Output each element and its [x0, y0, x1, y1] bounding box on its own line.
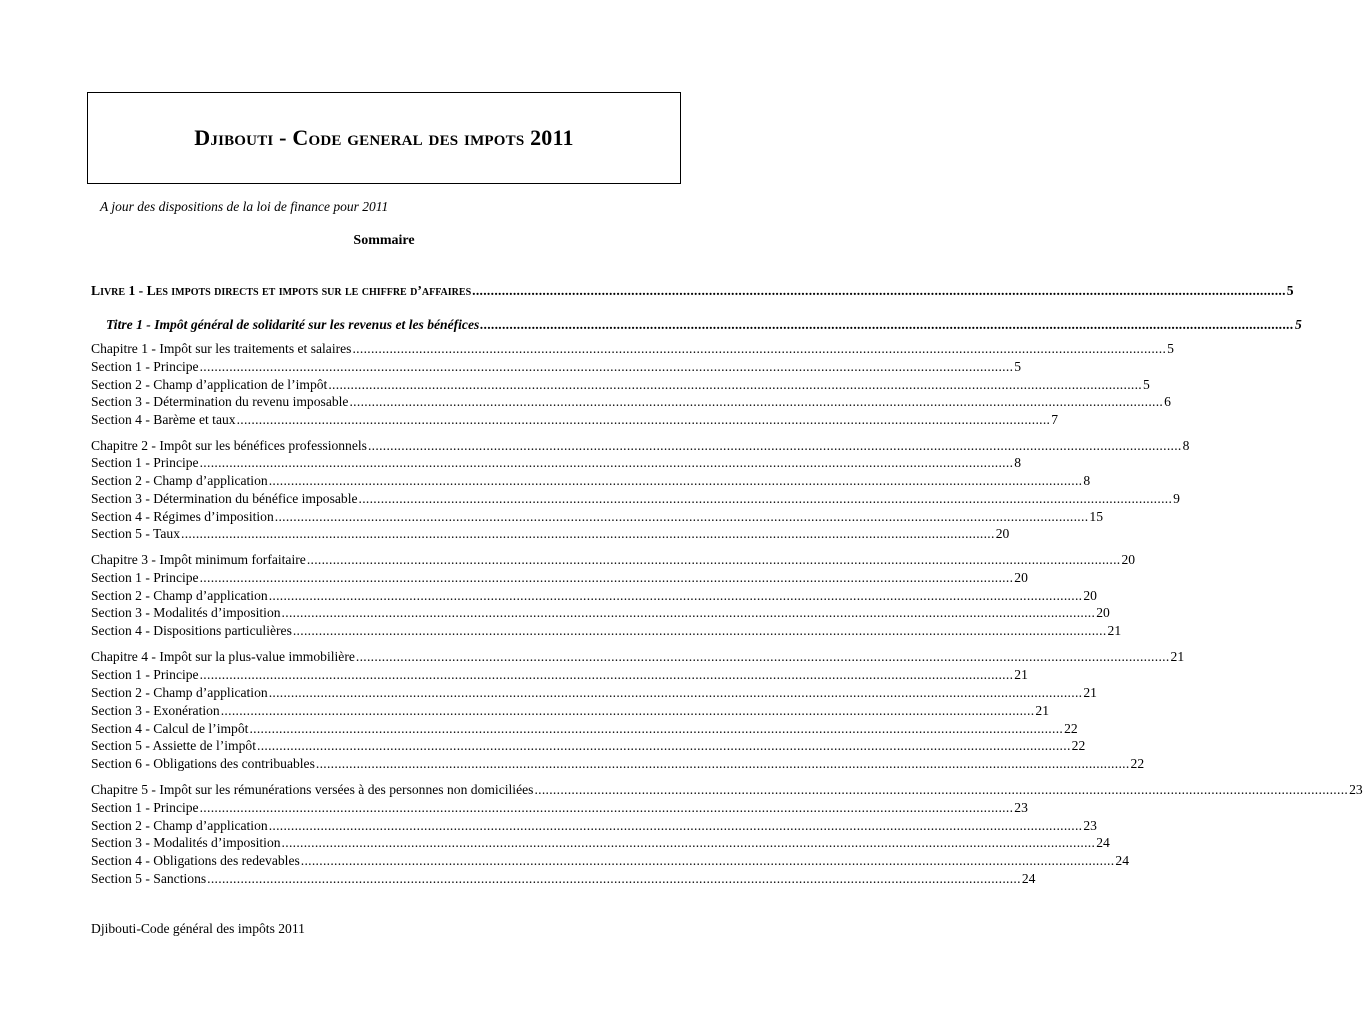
- toc-entry: [91, 684, 1097, 702]
- toc-entry: [91, 781, 1363, 799]
- title-box: [87, 92, 681, 184]
- toc-entry: [91, 393, 1171, 411]
- toc-entry-label: Section 4 - Obligations des redevables: [91, 853, 300, 868]
- toc-entry-page: 5: [1014, 359, 1022, 374]
- toc-leader-dots: ............................................................................................................................................................................................................................: [367, 438, 1182, 453]
- toc-entry-label: Section 2 - Champ d’application: [91, 685, 268, 700]
- toc-entry: [91, 340, 1174, 358]
- toc-leader-dots: ............................................................................................................................................................................................................................: [480, 317, 1294, 332]
- toc-entry-page: 8: [1083, 473, 1091, 488]
- toc-entry: [91, 376, 1150, 394]
- toc-entry-page: 21: [1014, 667, 1028, 682]
- document-subtitle: A jour des dispositions de la loi de finance pour 2011: [100, 199, 389, 214]
- toc-titre: [106, 316, 1302, 334]
- toc-entry-page: 23: [1349, 782, 1363, 797]
- toc-entry-label: Chapitre 5 - Impôt sur les rémunérations versées à des personnes non domiciliées: [91, 782, 534, 797]
- toc-leader-dots: ............................................................................................................................................................................................................................: [199, 800, 1014, 815]
- toc-entry-page: 21: [1035, 703, 1049, 718]
- toc-leader-dots: ............................................................................................................................................................................................................................: [199, 570, 1014, 585]
- toc-entry-page: 22: [1064, 721, 1078, 736]
- toc-leader-dots: ............................................................................................................................................................................................................................: [207, 871, 1021, 886]
- toc-leader-dots: ............................................................................................................................................................................................................................: [292, 623, 1107, 638]
- toc-entry-label: Section 3 - Détermination du bénéfice imposable: [91, 491, 358, 506]
- toc-entry-page: 9: [1173, 491, 1180, 506]
- toc-leader-dots: ............................................................................................................................................................................................................................: [199, 455, 1014, 470]
- toc-entry-label: Chapitre 1 - Impôt sur les traitements et salaires: [91, 341, 352, 356]
- toc-leader-dots: ............................................................................................................................................................................................................................: [274, 509, 1089, 524]
- toc-entry-label: Section 3 - Modalités d’imposition: [91, 835, 281, 850]
- toc-entry: [91, 622, 1122, 640]
- toc-entry-page: 6: [1164, 394, 1171, 409]
- toc-entry: [91, 870, 1036, 888]
- toc-entry-page: 7: [1051, 412, 1059, 427]
- toc-entry-page: 20: [1083, 588, 1097, 603]
- toc-entry: [91, 490, 1180, 508]
- toc-leader-dots: ............................................................................................................................................................................................................................: [355, 649, 1170, 664]
- toc-entry-label: Chapitre 4 - Impôt sur la plus-value immobilière: [91, 649, 355, 664]
- toc-entry-page: 21: [1170, 649, 1185, 664]
- toc-entry-label: Section 5 - Taux: [91, 526, 181, 541]
- toc-entry-label: Section 5 - Assiette de l’impôt: [91, 738, 256, 753]
- toc-entry-page: 24: [1096, 835, 1110, 850]
- toc-entry-page: 24: [1115, 853, 1130, 868]
- toc-entry-label: Section 1 - Principe: [91, 359, 199, 374]
- toc-entry-page: 20: [1096, 605, 1110, 620]
- toc-entry-label: Section 4 - Régimes d’imposition: [91, 509, 274, 524]
- toc-leader-dots: ............................................................................................................................................................................................................................: [534, 782, 1349, 797]
- toc-entry-page: 5: [1143, 377, 1150, 392]
- toc-entry-label: Section 4 - Dispositions particulières: [91, 623, 292, 638]
- toc-entry-page: 22: [1130, 756, 1145, 771]
- toc-leader-dots: ............................................................................................................................................................................................................................: [300, 853, 1115, 868]
- toc-leader-dots: ............................................................................................................................................................................................................................: [352, 341, 1167, 356]
- toc-entry-page: 5: [1167, 341, 1174, 356]
- toc-leader-dots: ............................................................................................................................................................................................................................: [181, 526, 995, 541]
- toc-entry-page: 23: [1014, 800, 1028, 815]
- toc-heading: Sommaire: [353, 233, 415, 248]
- toc-leader-dots: ............................................................................................................................................................................................................................: [199, 359, 1014, 374]
- toc-leader-dots: ............................................................................................................................................................................................................................: [268, 588, 1083, 603]
- toc-entry-label: Section 4 - Calcul de l’impôt: [91, 721, 249, 736]
- toc-entry-label: Section 2 - Champ d’application: [91, 818, 268, 833]
- toc-entry: [91, 551, 1136, 569]
- toc-entry: [91, 454, 1022, 472]
- toc-entry-page: 5: [1286, 283, 1294, 298]
- toc-entry-page: 23: [1083, 818, 1097, 833]
- toc-leader-dots: ............................................................................................................................................................................................................................: [315, 756, 1130, 771]
- toc-entry: [91, 604, 1110, 622]
- toc-entry-label: Section 1 - Principe: [91, 455, 199, 470]
- toc-entry-page: 21: [1083, 685, 1097, 700]
- toc-leader-dots: ............................................................................................................................................................................................................................: [281, 605, 1096, 620]
- toc-entry: [91, 472, 1091, 490]
- toc-entry: [91, 755, 1145, 773]
- toc-livre: [91, 282, 1294, 300]
- toc-entry: [91, 525, 1010, 543]
- toc-entry: [91, 799, 1028, 817]
- toc-entry-label: Section 2 - Champ d’application de l’impôt: [91, 377, 328, 392]
- page-footer: Djibouti-Code général des impôts 2011: [91, 921, 305, 936]
- toc-entry-label: Section 1 - Principe: [91, 667, 199, 682]
- toc-entry-label: Section 5 - Sanctions: [91, 871, 207, 886]
- toc-entry-label: Section 1 - Principe: [91, 800, 199, 815]
- toc-entry-label: Livre 1 - Les impots directs et impots sur le chiffre d’affaires: [91, 283, 472, 298]
- toc-entry-page: 24: [1021, 871, 1036, 886]
- toc-entry: [91, 358, 1022, 376]
- toc-entry-label: Section 2 - Champ d’application: [91, 588, 268, 603]
- toc-leader-dots: ............................................................................................................................................................................................................................: [349, 394, 1164, 409]
- toc-entry-page: 21: [1107, 623, 1122, 638]
- toc-leader-dots: ............................................................................................................................................................................................................................: [328, 377, 1142, 392]
- toc-leader-dots: ............................................................................................................................................................................................................................: [268, 818, 1083, 833]
- toc-entry: [91, 852, 1130, 870]
- toc-entry-label: Section 4 - Barème et taux: [91, 412, 236, 427]
- toc-entry: [91, 666, 1028, 684]
- toc-entry: [91, 437, 1190, 455]
- toc-leader-dots: ............................................................................................................................................................................................................................: [257, 738, 1071, 753]
- document-title: Djibouti - Code general des impots 2011: [194, 125, 574, 150]
- toc-leader-dots: ............................................................................................................................................................................................................................: [249, 721, 1064, 736]
- toc-entry-label: Section 1 - Principe: [91, 570, 199, 585]
- toc-entry-label: Section 6 - Obligations des contribuables: [91, 756, 315, 771]
- toc-entry-label: Section 3 - Détermination du revenu imposable: [91, 394, 349, 409]
- toc-entry: [91, 411, 1059, 429]
- toc-entry: [91, 587, 1097, 605]
- toc-entry-page: 20: [1121, 552, 1136, 567]
- toc-leader-dots: ............................................................................................................................................................................................................................: [236, 412, 1051, 427]
- toc-entry: [91, 737, 1086, 755]
- toc-entry-page: 15: [1089, 509, 1103, 524]
- toc-leader-dots: ............................................................................................................................................................................................................................: [472, 283, 1286, 298]
- toc-entry: [91, 569, 1028, 587]
- toc-entry: [91, 648, 1185, 666]
- toc-entry-page: 20: [1014, 570, 1028, 585]
- toc-entry: [91, 817, 1097, 835]
- toc-entry-label: Chapitre 2 - Impôt sur les bénéfices professionnels: [91, 438, 367, 453]
- toc-leader-dots: ............................................................................................................................................................................................................................: [268, 685, 1083, 700]
- toc-entry-label: Section 3 - Exonération: [91, 703, 220, 718]
- toc-entry-label: Section 2 - Champ d’application: [91, 473, 268, 488]
- toc-leader-dots: ............................................................................................................................................................................................................................: [306, 552, 1121, 567]
- toc-leader-dots: ............................................................................................................................................................................................................................: [199, 667, 1014, 682]
- toc-leader-dots: ............................................................................................................................................................................................................................: [358, 491, 1173, 506]
- toc-entry: [91, 834, 1110, 852]
- toc-entry-page: 20: [995, 526, 1010, 541]
- toc-entry: [91, 508, 1103, 526]
- toc-entry-label: Chapitre 3 - Impôt minimum forfaitaire: [91, 552, 306, 567]
- toc-leader-dots: ............................................................................................................................................................................................................................: [281, 835, 1096, 850]
- toc-entry: [91, 720, 1078, 738]
- toc-leader-dots: ............................................................................................................................................................................................................................: [268, 473, 1083, 488]
- toc-entry-page: 8: [1182, 438, 1190, 453]
- toc-entry-page: 5: [1294, 317, 1302, 332]
- toc-entry: [91, 702, 1049, 720]
- toc-entry-label: Titre 1 - Impôt général de solidarité sur les revenus et les bénéfices: [106, 317, 480, 332]
- toc-leader-dots: ............................................................................................................................................................................................................................: [220, 703, 1035, 718]
- toc-entry-label: Section 3 - Modalités d’imposition: [91, 605, 281, 620]
- toc-entry-page: 8: [1014, 455, 1022, 470]
- toc-entry-page: 22: [1071, 738, 1086, 753]
